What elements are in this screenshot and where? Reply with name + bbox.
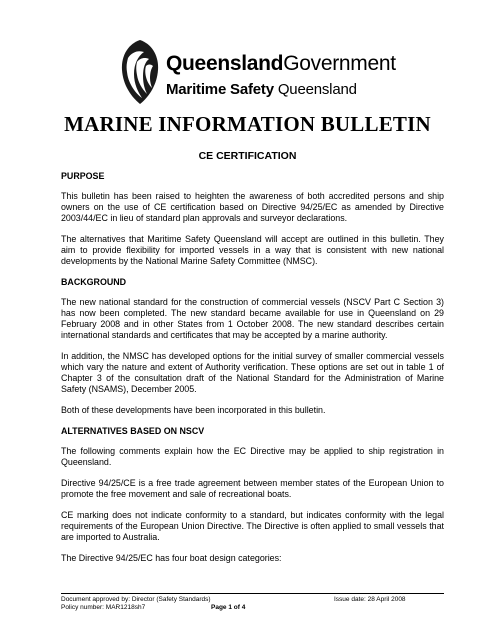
org-name: QueenslandGovernment [166, 52, 396, 75]
paragraph: Directive 94/25/CE is a free trade agreement between member states of the European Union to promote the free movement and sale of recreational boats. [61, 478, 444, 499]
section-heading-purpose: PURPOSE [61, 171, 105, 181]
section-heading-alternatives: ALTERNATIVES BASED ON NSCV [61, 426, 205, 436]
coat-of-arms-icon [118, 38, 162, 108]
paragraph: Both of these developments have been incorporated in this bulletin. [61, 405, 326, 415]
paragraph: The Directive 94/25/EC has four boat design categories: [61, 553, 282, 563]
document-footer [61, 593, 444, 612]
division-name: Maritime Safety Queensland [166, 81, 357, 98]
page-title: MARINE INFORMATION BULLETIN [64, 112, 431, 136]
page-number: Page 1 of 4 [211, 604, 246, 611]
section-heading-background: BACKGROUND [61, 277, 127, 287]
paragraph: The alternatives that Maritime Safety Queensland will accept are outlined in this bulletin. They aim to provide flexibility for imported vessels in a way that is consistent with new national developments by the National Marine Safety Committee (NMSC). [61, 234, 444, 266]
paragraph: The following comments explain how the EC Directive may be applied to ship registration in Queensland. [61, 446, 444, 467]
issue-date: Issue date: 28 April 2008 [334, 596, 406, 603]
approved-by: Document approved by: Director (Safety Standards) [61, 596, 211, 603]
bulletin-body [61, 171, 444, 574]
paragraph: CE marking does not indicate conformity to a standard, but indicates conformity with the legal requirements of the European Union Directive. The Directive is often applied to small vessels that are imported to Australia. [61, 510, 444, 542]
queensland-government-logo [118, 38, 396, 110]
paragraph: In addition, the NMSC has developed options for the initial survey of smaller commercial vessels which vary the nature and extent of Authority verification. These options are set out in table 1 of Chapter 3 of the consultation draft of the National Standard for the Administration of Marine Safety (NSAMS), December 2005. [61, 351, 444, 394]
paragraph: This bulletin has been raised to heighten the awareness of both accredited persons and ship owners on the use of CE certification based on Directive 94/25/EC as amended by Directive 2003/44/EC in lieu of standard plan approvals and surveyor declarations. [61, 191, 444, 223]
page-subtitle: CE CERTIFICATION [198, 150, 297, 162]
policy-number: Policy number: MAR1218sh7 [61, 604, 146, 611]
paragraph: The new national standard for the construction of commercial vessels (NSCV Part C Section 3) has now been completed. The new standard became available for use in Queensland on 29 February 2008 and in other States from 1 October 2008. The new standard describes certain international standards and certificates that may be accepted by a marine authority. [61, 297, 444, 340]
